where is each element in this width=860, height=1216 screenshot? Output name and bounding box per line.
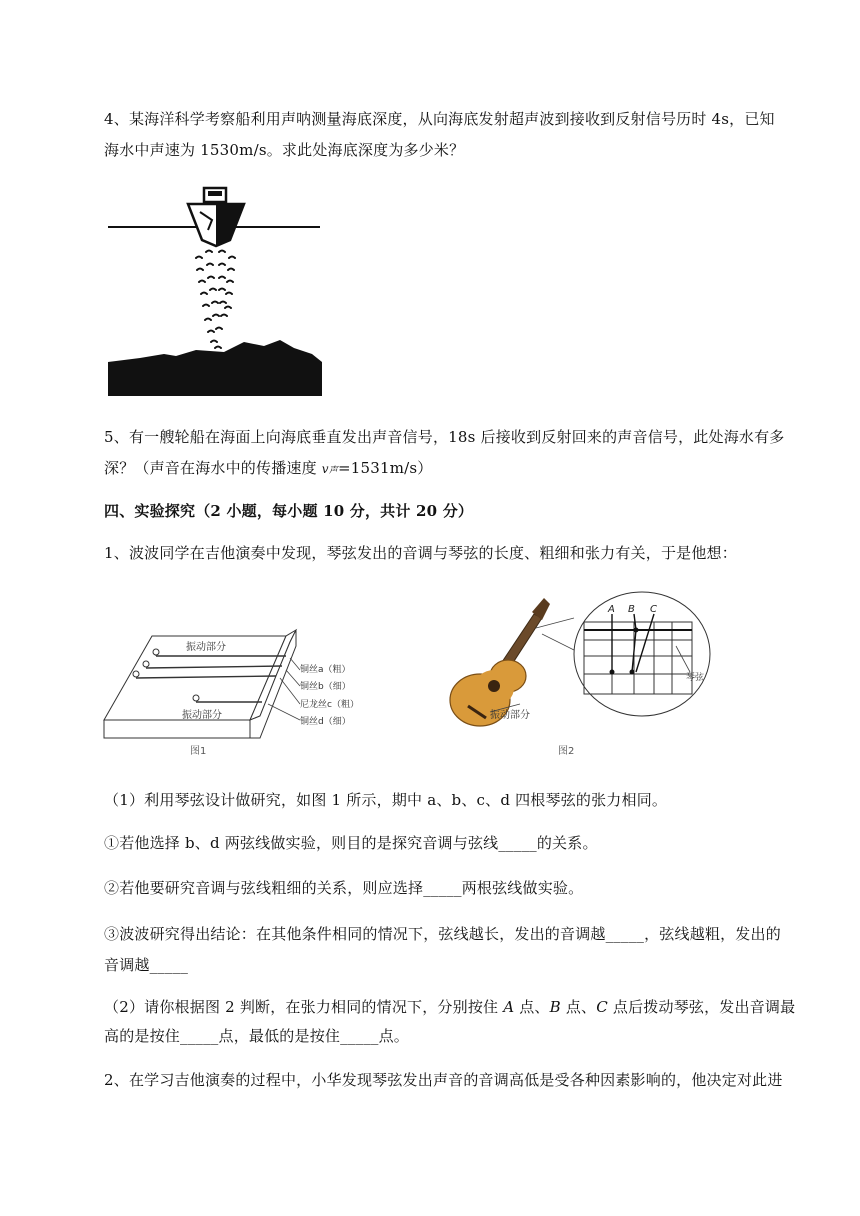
- question-5-text-b: =1531m/s）: [337, 459, 433, 477]
- fig2-caption: 图2: [558, 746, 575, 757]
- velocity-subscript: 声: [328, 466, 338, 476]
- fig1-label-c: 尼龙丝c（粗）: [300, 700, 359, 710]
- part-2-point-b: B: [549, 998, 561, 1016]
- velocity-symbol: v: [321, 462, 329, 476]
- fig1-vibration-label-bottom: 振动部分: [182, 710, 222, 721]
- fig2-point-c: C: [650, 604, 657, 615]
- part-2-text-c: 点、: [560, 998, 597, 1016]
- part-2-point-c: C: [596, 998, 608, 1016]
- figure-2-guitar: [424, 584, 714, 760]
- question-4-line-2: 海水中声速为 1530m/s。求此处海底深度为多少米？: [104, 141, 465, 159]
- fig1-vibration-label-top: 振动部分: [186, 642, 226, 653]
- fig2-point-b: B: [628, 604, 635, 615]
- sonar-ship-figure: [104, 182, 326, 398]
- experiment-1-part-1-q2: ②若他要研究音调与弦线粗细的关系，则应选择_____两根弦线做实验。: [104, 879, 584, 897]
- fig2-vibration-label: 振动部分: [490, 710, 530, 721]
- experiment-1-part-1-q3-line-2: 音调越_____: [104, 956, 189, 974]
- part-2-point-a: A: [503, 998, 515, 1016]
- fig2-string-label: 琴弦: [686, 673, 705, 683]
- question-4-line-1: 4、某海洋科学考察船利用声呐测量海底深度，从向海底发射超声波到接收到反射信号历时 4s，已知: [104, 110, 775, 128]
- part-2-text-a: （2）请你根据图 2 判断，在张力相同的情况下，分别按住: [104, 998, 504, 1016]
- experiment-1-intro: 1、波波同学在吉他演奏中发现，琴弦发出的音调与琴弦的长度、粗细和张力有关，于是他想：: [104, 544, 737, 562]
- fig2-point-a: A: [608, 604, 615, 615]
- experiment-1-part-1-q1: ①若他选择 b、d 两弦线做实验，则目的是探究音调与弦线_____的关系。: [104, 834, 598, 852]
- question-5-line-2: [104, 453, 804, 487]
- question-5-text-a: 深？（声音在海水中的传播速度: [104, 459, 322, 477]
- fig1-label-b: 铜丝b（细）: [300, 682, 351, 692]
- part-2-text-b: 点、: [514, 998, 550, 1016]
- part-2-text-d: 点后拨动琴弦，发出音调最: [607, 998, 796, 1016]
- question-5-line-1: 5、有一艘轮船在海面上向海底垂直发出声音信号，18s 后接收到反射回来的声音信号，此处海水有多: [104, 428, 785, 446]
- section-4-heading: 四、实验探究（2 小题，每小题 10 分，共计 20 分）: [104, 502, 474, 520]
- fig1-label-d: 铜丝d（细）: [300, 717, 351, 727]
- fig1-caption: 图1: [190, 746, 207, 757]
- experiment-1-part-2-line-1: [104, 992, 804, 1023]
- fig1-label-a: 铜丝a（粗）: [300, 665, 351, 675]
- experiment-1-part-1: （1）利用琴弦设计做研究，如图 1 所示，期中 a、b、c、d 四根琴弦的张力相同。: [104, 791, 668, 809]
- figure-1-string-board: [100, 620, 390, 760]
- experiment-2-line-1: 2、在学习吉他演奏的过程中，小华发现琴弦发出声音的音调高低是受各种因素影响的，他决定对此进: [104, 1071, 783, 1089]
- experiment-1-part-2-line-2: 高的是按住_____点，最低的是按住_____点。: [104, 1027, 410, 1045]
- experiment-1-part-1-q3-line-1: ③波波研究得出结论：在其他条件相同的情况下，弦线越长，发出的音调越_____，弦线越粗，发出的: [104, 925, 781, 943]
